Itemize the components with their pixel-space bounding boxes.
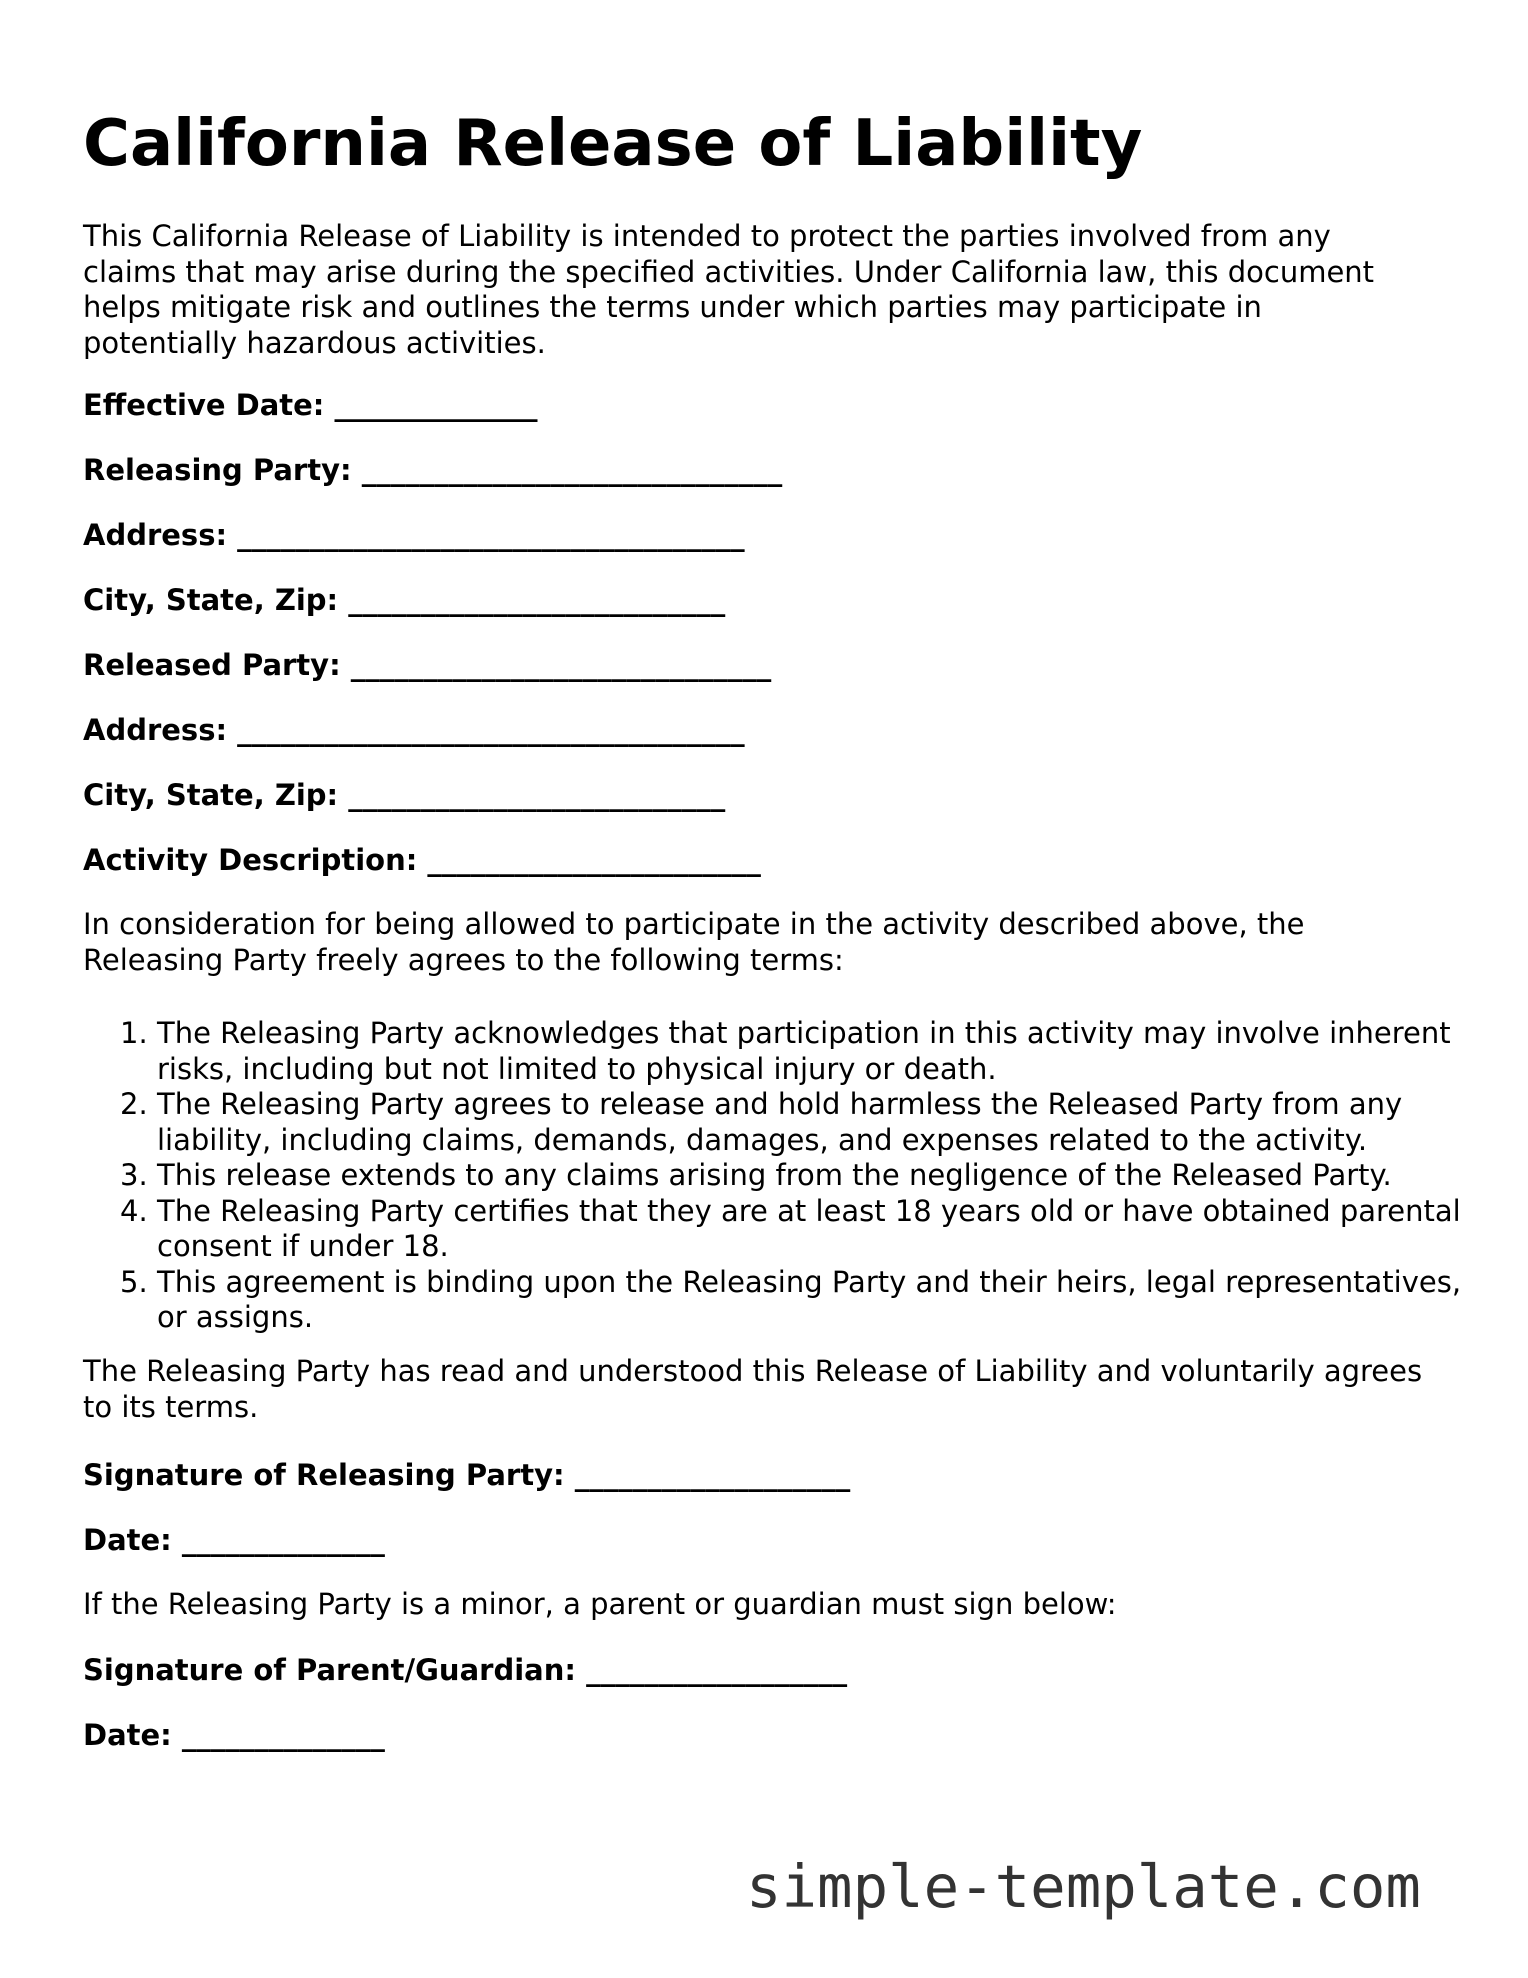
acknowledgement-paragraph: The Releasing Party has read and understood this Release of Liability and voluntarily agrees to its terms. bbox=[83, 1354, 1423, 1424]
released-party-label: Released Party: bbox=[83, 648, 341, 682]
term-text: The Releasing Party acknowledges that participation in this activity may involve inherent risks, including but not limited to physical injury or death. bbox=[157, 1016, 1451, 1086]
releasing-party-label: Releasing Party: bbox=[83, 453, 352, 487]
term-text: The Releasing Party agrees to release and hold harmless the Released Party from any liability, including claims, demands, damages, and expenses related to the activity. bbox=[157, 1087, 1403, 1157]
intro-paragraph: This California Release of Liability is intended to protect the parties involved from any claims that may arise during the specified activities. Under California law, this document helps mitigate risk and outlines the terms under which parties may participate in potentially hazardous activities. bbox=[83, 219, 1375, 360]
term-number: 2. bbox=[120, 1087, 148, 1121]
term-item bbox=[83, 1265, 1463, 1336]
releasing-city-state-zip-field[interactable] bbox=[83, 582, 725, 618]
releasing-date-field[interactable] bbox=[83, 1522, 385, 1558]
releasing-address-label: Address: bbox=[83, 518, 228, 552]
term-text: This agreement is binding upon the Releasing Party and their heirs, legal representatives, or assigns. bbox=[157, 1264, 1462, 1334]
guardian-signature-field[interactable] bbox=[83, 1652, 847, 1688]
guardian-date-label: Date: bbox=[83, 1718, 172, 1752]
activity-description-field[interactable] bbox=[83, 842, 761, 878]
releasing-party-blank[interactable]: _____________________________ bbox=[361, 453, 783, 487]
releasing-address-field[interactable] bbox=[83, 517, 745, 553]
releasing-signature-label: Signature of Releasing Party: bbox=[83, 1458, 565, 1492]
releasing-signature-blank[interactable]: ___________________ bbox=[574, 1458, 851, 1492]
term-number: 4. bbox=[120, 1193, 148, 1228]
released-city-state-zip-label: City, State, Zip: bbox=[83, 778, 339, 812]
releasing-party-field[interactable] bbox=[83, 452, 782, 488]
activity-description-label: Activity Description: bbox=[83, 843, 418, 877]
guardian-date-field[interactable] bbox=[83, 1717, 385, 1753]
term-item bbox=[83, 1087, 1463, 1158]
released-address-field[interactable] bbox=[83, 712, 745, 748]
terms-list bbox=[83, 1016, 1463, 1336]
term-item bbox=[83, 1016, 1463, 1087]
guardian-date-blank[interactable]: ______________ bbox=[181, 1718, 385, 1752]
minor-note: If the Releasing Party is a minor, a parent or guardian must sign below: bbox=[83, 1587, 1117, 1621]
term-number: 3. bbox=[120, 1158, 148, 1192]
effective-date-label: Effective Date: bbox=[83, 388, 325, 422]
term-text: This release extends to any claims arising from the negligence of the Released Party. bbox=[157, 1158, 1392, 1192]
releasing-date-label: Date: bbox=[83, 1523, 172, 1557]
releasing-address-blank[interactable]: ___________________________________ bbox=[237, 518, 745, 552]
document-title: California Release of Liability bbox=[83, 107, 1143, 181]
released-city-state-zip-field[interactable] bbox=[83, 777, 725, 813]
guardian-signature-label: Signature of Parent/Guardian: bbox=[83, 1653, 576, 1687]
released-city-state-zip-blank[interactable]: __________________________ bbox=[348, 778, 726, 812]
activity-description-blank[interactable]: _______________________ bbox=[427, 843, 761, 877]
watermark: simple-template.com bbox=[746, 1852, 1421, 1921]
releasing-city-state-zip-blank[interactable]: __________________________ bbox=[348, 583, 726, 617]
guardian-signature-blank[interactable]: __________________ bbox=[586, 1653, 848, 1687]
term-number: 5. bbox=[120, 1264, 148, 1299]
releasing-city-state-zip-label: City, State, Zip: bbox=[83, 583, 339, 617]
effective-date-field[interactable] bbox=[83, 387, 538, 423]
released-address-blank[interactable]: ___________________________________ bbox=[237, 713, 745, 747]
releasing-date-blank[interactable]: ______________ bbox=[181, 1523, 385, 1557]
effective-date-blank[interactable]: ______________ bbox=[334, 388, 538, 422]
released-address-label: Address: bbox=[83, 713, 228, 747]
term-number: 1. bbox=[120, 1016, 148, 1050]
releasing-signature-field[interactable] bbox=[83, 1457, 850, 1493]
term-item bbox=[83, 1158, 1463, 1194]
term-item bbox=[83, 1194, 1463, 1265]
released-party-field[interactable] bbox=[83, 647, 771, 683]
consideration-paragraph: In consideration for being allowed to participate in the activity described above, the Releasing Party freely agrees to the following terms: bbox=[83, 907, 1305, 977]
term-text: The Releasing Party certifies that they are at least 18 years old or have obtained parental consent if under 18. bbox=[157, 1193, 1461, 1263]
released-party-blank[interactable]: _____________________________ bbox=[350, 648, 772, 682]
